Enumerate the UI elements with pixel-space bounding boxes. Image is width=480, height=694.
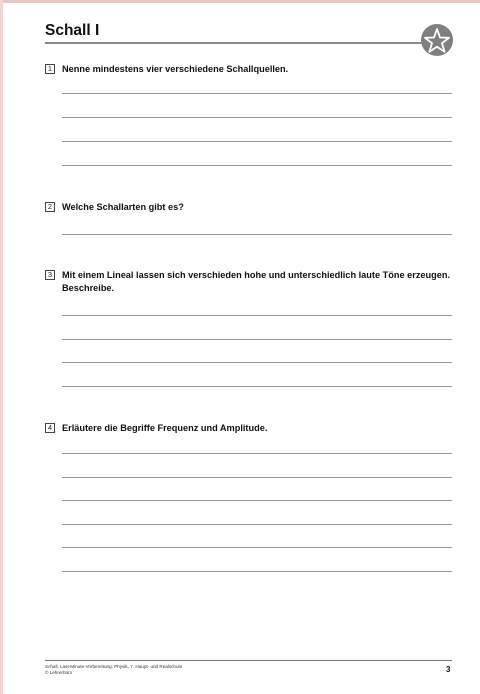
footer-source: Schall, Last-Minute-Vorbereitung, Physik, 7. Haupt- und Realschule bbox=[45, 664, 183, 669]
page-title: Schall I bbox=[45, 22, 100, 39]
left-edge-accent bbox=[0, 0, 3, 694]
task-number-box: 1 bbox=[45, 64, 55, 74]
answer-line[interactable] bbox=[62, 453, 452, 454]
answer-line[interactable] bbox=[62, 362, 452, 363]
task-question: Nenne mindestens vier verschiedene Schallquellen. bbox=[62, 64, 289, 74]
answer-line[interactable] bbox=[62, 93, 452, 94]
answer-line[interactable] bbox=[62, 339, 452, 340]
footer-copyright: © Lehrerbüro bbox=[45, 670, 73, 675]
answer-line[interactable] bbox=[62, 117, 452, 118]
answer-line[interactable] bbox=[62, 500, 452, 501]
footer-divider bbox=[45, 660, 452, 661]
answer-line[interactable] bbox=[62, 141, 452, 142]
task-number-box: 3 bbox=[45, 270, 55, 280]
title-divider bbox=[45, 42, 423, 44]
answer-line[interactable] bbox=[62, 165, 452, 166]
answer-line[interactable] bbox=[62, 571, 452, 572]
answer-line[interactable] bbox=[62, 524, 452, 525]
task-question: Erläutere die Begriffe Frequenz und Amplitude. bbox=[62, 423, 268, 433]
answer-line[interactable] bbox=[62, 234, 452, 235]
task-question: Welche Schallarten gibt es? bbox=[62, 202, 184, 212]
answer-line[interactable] bbox=[62, 547, 452, 548]
task-question: Mit einem Lineal lassen sich verschieden hohe und unterschiedlich laute Töne erzeugen. Beschreibe. bbox=[62, 270, 451, 293]
answer-line[interactable] bbox=[62, 386, 452, 387]
answer-line[interactable] bbox=[62, 315, 452, 316]
answer-line[interactable] bbox=[62, 477, 452, 478]
star-icon bbox=[421, 24, 453, 56]
page-number: 3 bbox=[446, 665, 451, 674]
task-number-box: 4 bbox=[45, 423, 55, 433]
top-edge-accent bbox=[0, 0, 480, 3]
task-number-box: 2 bbox=[45, 202, 55, 212]
footer-credits bbox=[45, 664, 182, 676]
